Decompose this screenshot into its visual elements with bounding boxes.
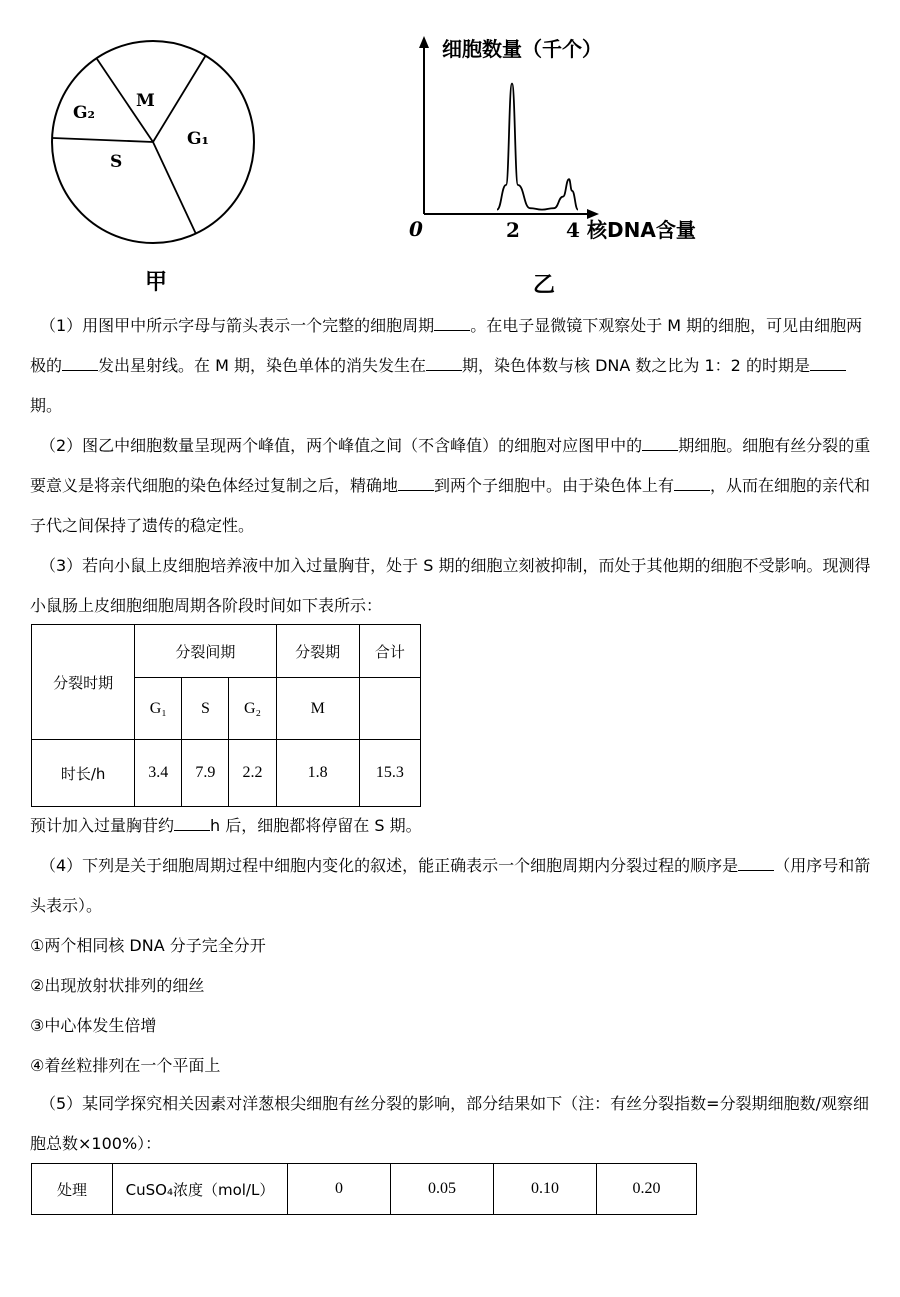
- cell-conc-005: 0.05: [391, 1164, 494, 1215]
- question-5: （5）某同学探究相关因素对洋葱根尖细胞有丝分裂的影响，部分结果如下（注：有丝分裂指数=分裂期细胞数/观察细胞总数×100%）：: [30, 1094, 869, 1153]
- figure-yi: [395, 30, 725, 260]
- option-2: ②出现放射状排列的细丝: [30, 976, 205, 995]
- tick-4: 4: [566, 218, 580, 242]
- question-3: （3）若向小鼠上皮细胞培养液中加入过量胸苷，处于 S 期的细胞立刻被抑制，而处于其他期的细胞不受影响。现测得小鼠肠上皮细胞细胞周期各阶段时间如下表所示：: [30, 556, 871, 615]
- answer-blank[interactable]: [62, 356, 98, 371]
- answer-blank[interactable]: [434, 316, 470, 331]
- value-m: 1.8: [276, 740, 359, 807]
- question-2: （2）图乙中细胞数量呈现两个峰值，两个峰值之间（不含峰值）的细胞对应图甲中的 期细胞。细胞有丝分裂的重要意义是将亲代细胞的染色体经过复制之后，精确地 到两个子细胞中。由于染色体上有 ，从而在细胞的亲代和子代之间保持了遗传的稳定性。: [30, 436, 871, 535]
- origin-label: 0: [409, 217, 423, 241]
- answer-blank[interactable]: [810, 356, 846, 371]
- divider-g1-s: [153, 142, 196, 234]
- sub-g1: G₁: [135, 678, 182, 740]
- answer-blank[interactable]: [738, 856, 774, 871]
- sub-m: M: [276, 678, 359, 740]
- caption-yi: 乙: [533, 272, 556, 298]
- cell-conc-0: 0: [288, 1164, 391, 1215]
- cycle-time-table: [31, 624, 421, 807]
- question-4: （4）下列是关于细胞周期过程中细胞内变化的叙述，能正确表示一个细胞周期内分裂过程的顺序是 （用序号和箭头表示）。 ①两个相同核 DNA 分子完全分开 ②出现放射状排列的细丝 ③中心体发生倍增 ④着丝粒排列在一个平面上: [30, 846, 872, 1086]
- cell-concentration-label: CuSO₄浓度（mol/L）: [113, 1164, 288, 1215]
- value-g2: 2.2: [229, 740, 276, 807]
- cell-treatment: 处理: [32, 1164, 113, 1215]
- answer-blank[interactable]: [174, 816, 210, 831]
- figure-jia: [40, 40, 280, 250]
- header-division: 分裂期: [276, 625, 359, 678]
- y-axis-title: 细胞数量（千个）: [442, 37, 602, 61]
- question-1: （1）用图甲中所示字母与箭头表示一个完整的细胞周期 。在电子显微镜下观察处于 M 期的细胞，可见由细胞两极的 发出星射线。在 M 期，染色单体的消失发生在 期，染色体数与核 DNA 数之比为 1：2 的时期是期。: [30, 316, 863, 415]
- label-g1: G₁: [187, 129, 209, 149]
- cell-conc-010: 0.10: [494, 1164, 597, 1215]
- header-interphase: 分裂间期: [135, 625, 276, 678]
- tick-2: 2: [506, 218, 520, 242]
- value-total: 15.3: [359, 740, 420, 807]
- header-phase: 分裂时期: [32, 625, 135, 740]
- header-total: 合计: [359, 625, 420, 678]
- answer-blank[interactable]: [426, 356, 462, 371]
- answer-blank[interactable]: [398, 476, 434, 491]
- value-s: 7.9: [182, 740, 229, 807]
- answer-blank[interactable]: [674, 476, 710, 491]
- option-1: ①两个相同核 DNA 分子完全分开: [30, 936, 266, 955]
- caption-jia: 甲: [145, 269, 168, 295]
- label-m: M: [136, 91, 155, 111]
- cell-count-curve: [497, 84, 578, 210]
- option-4: ④着丝粒排列在一个平面上: [30, 1056, 221, 1075]
- label-s: S: [110, 152, 123, 172]
- question-3-followup: 预计加入过量胸苷约 h 后，细胞都将停留在 S 期。: [30, 816, 422, 835]
- value-g1: 3.4: [135, 740, 182, 807]
- sub-empty: [359, 678, 420, 740]
- row-label-duration: 时长/h: [32, 740, 135, 807]
- cuso4-table: [31, 1163, 697, 1215]
- y-axis-arrow: [419, 36, 429, 48]
- cell-conc-020: 0.20: [597, 1164, 697, 1215]
- sub-s: S: [182, 678, 229, 740]
- sub-g2: G₂: [229, 678, 276, 740]
- option-3: ③中心体发生倍增: [30, 1016, 157, 1035]
- answer-blank[interactable]: [642, 436, 678, 451]
- divider-s-g2: [53, 138, 153, 142]
- label-g2: G₂: [73, 103, 95, 123]
- x-axis-title: 核DNA含量: [587, 218, 696, 242]
